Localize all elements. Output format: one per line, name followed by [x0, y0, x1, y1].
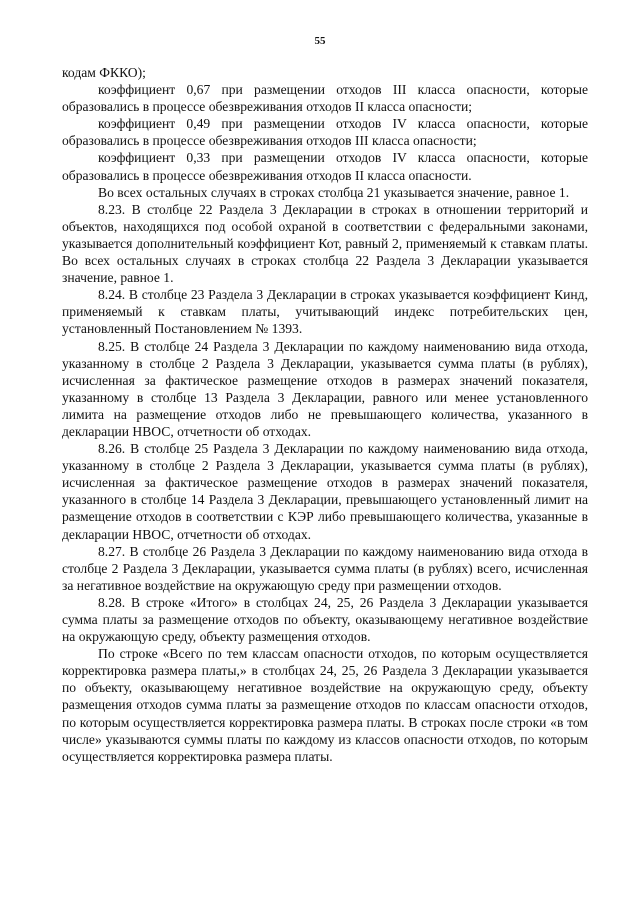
page-number: 55 — [314, 35, 326, 47]
paragraph-8-28: 8.28. В строке «Итого» в столбцах 24, 25, 26 Раздела 3 Декларации указывается сумма платы за размещение отходов по объекту, оказывающему негативное воздействие на окружающую среду, объекту размещения отходов. — [62, 594, 588, 645]
paragraph-8-25: 8.25. В столбце 24 Раздела 3 Декларации по каждому наименованию вида отхода, указанному в столбце 2 Раздела 3 Декларации, указывается сумма платы (в рублях), исчисленная за фактическое размещение отходов в размерах значений показателя, указанному в столбце 13 Раздела 3 Декларации, равного или менее установленного лимита на размещение отходов либо не превышающего количества, указанного в декларации НВОС, отчетности об отходах. — [62, 338, 588, 439]
paragraph-8-24: 8.24. В столбце 23 Раздела 3 Декларации в строках указывается коэффициент Кинд, применяемый к ставкам платы, учитывающий индекс потребительских цен, установленный Постановлением № 1393. — [62, 287, 588, 337]
paragraph-coefficient-049: коэффициент 0,49 при размещении отходов IV класса опасности, которые образовались в процессе обезвреживания отходов III класса опасности; — [62, 116, 588, 149]
paragraph-8-23: 8.23. В столбце 22 Раздела 3 Декларации в строках в отношении территорий и объектов, находящихся под особой охраной в соответствии с федеральными законами, указывается дополнительный коэффициент Кот, равный 2, применяемый к ставкам платы. Во всех остальных случаях в строках столбца 22 Раздела 3 Декларации указывается значение, равное 1. — [62, 201, 588, 286]
paragraph-other-cases: Во всех остальных случаях в строках столбца 21 указывается значение, равное 1. — [98, 184, 570, 200]
paragraph-coefficient-033: коэффициент 0,33 при размещении отходов IV класса опасности, которые образовались в процессе обезвреживания отходов II класса опасности. — [62, 150, 588, 183]
paragraph-coefficient-067: коэффициент 0,67 при размещении отходов III класса опасности, которые образовались в процессе обезвреживания отходов II класса опасности; — [62, 82, 588, 115]
paragraph-continuation: кодам ФККО); — [62, 65, 146, 80]
paragraph-8-26: 8.26. В столбце 25 Раздела 3 Декларации по каждому наименованию вида отхода, указанному в столбце 2 Раздела 3 Декларации, указывается сумма платы (в рублях), исчисленная за фактическое размещение отходов в размерах значений показателя, указанного в столбце 14 Раздела 3 Декларации, превышающего установленный лимит на размещение отходов в соответствии с КЭР либо превышающего количества, указанные в декларации НВОС, отчетности об отходах. — [62, 441, 588, 542]
document-body — [62, 64, 588, 765]
paragraph-total-line: По строке «Всего по тем классам опасности отходов, по которым осуществляется корректировка размера платы,» в столбцах 24, 25, 26 Раздела 3 Декларации указывается по объекту, оказывающему негативное воздействие на окружающую среду, объекту размещения отходов сумма платы за размещение отходов по классам опасности отходов, по которым осуществляется корректировка размера платы. В строках после строки «в том числе» указываются суммы платы по каждому из классов опасности отходов, по которым осуществляется корректировка размера платы. — [62, 646, 588, 764]
paragraph-8-27: 8.27. В столбце 26 Раздела 3 Декларации по каждому наименованию вида отхода в столбце 2 Раздела 3 Декларации, указывается сумма платы (в рублях) всего, исчисленная за негативное воздействие на окружающую среду при размещении отходов. — [62, 543, 588, 593]
